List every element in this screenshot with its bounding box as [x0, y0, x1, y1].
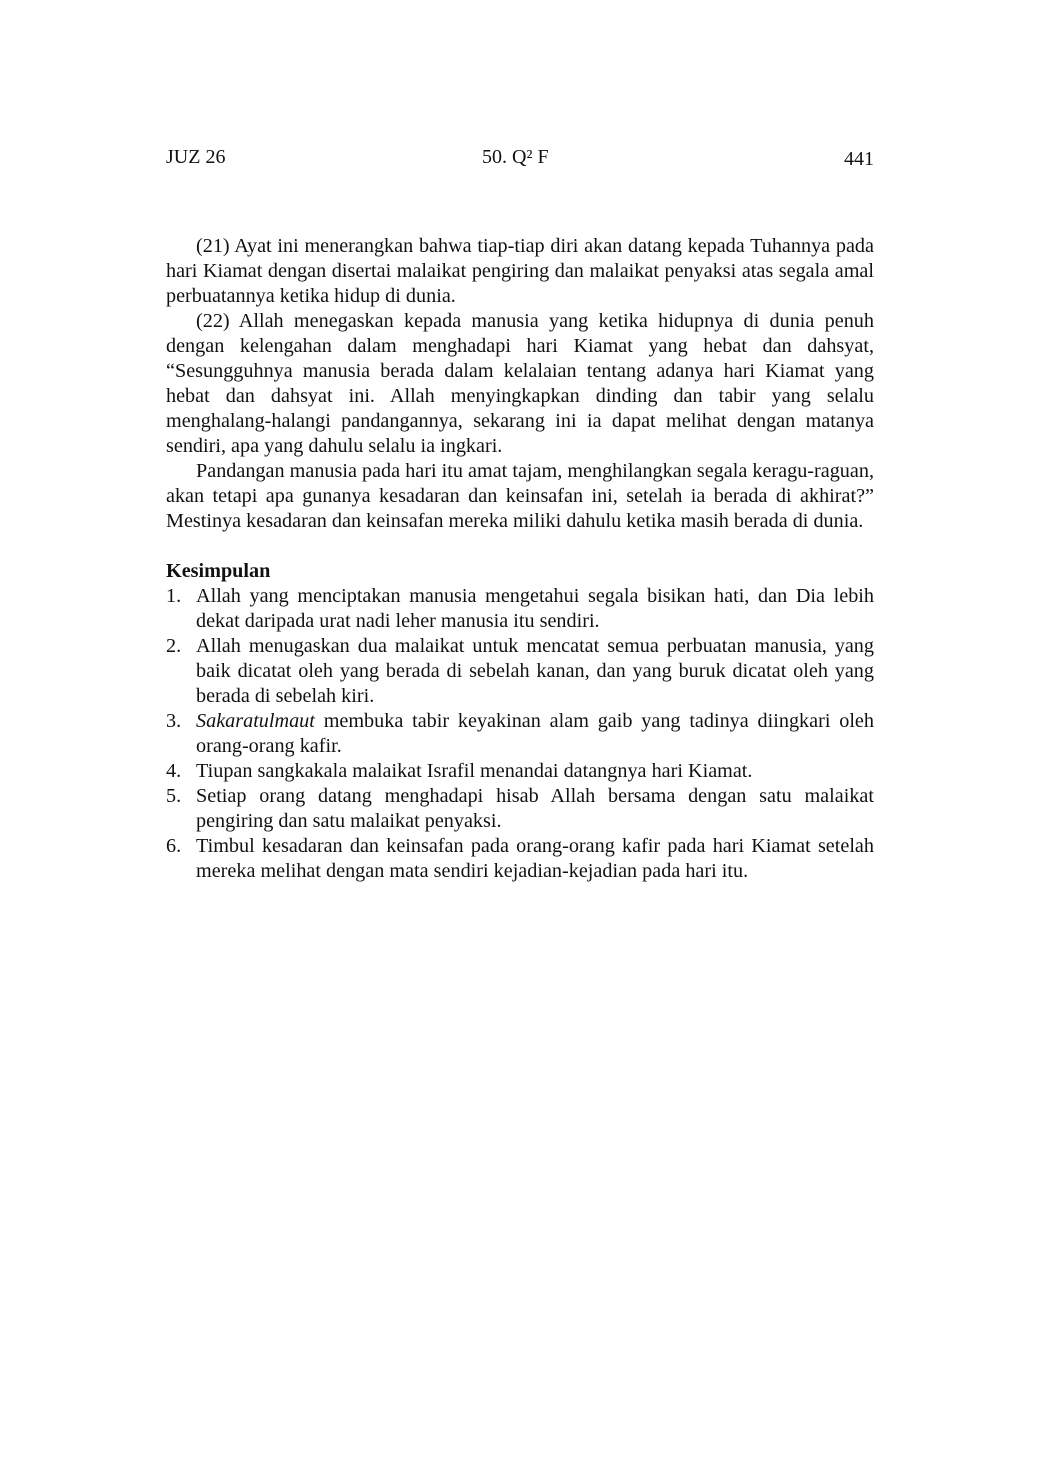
list-item-number: 3. — [166, 710, 182, 732]
list-item — [166, 584, 874, 634]
list-item-number: 1. — [166, 585, 182, 607]
page-number: 441 — [844, 148, 874, 170]
juz-label: JUZ 26 — [166, 146, 226, 168]
list-item-number: 6. — [166, 835, 182, 857]
list-item-text: membuka tabir keyakinan alam gaib yang tadinya diingkari oleh orang-orang kafir. — [196, 710, 874, 757]
page-header — [166, 146, 874, 176]
conclusion-list — [166, 584, 874, 884]
list-item — [166, 709, 874, 759]
list-item-text: Allah menugaskan dua malaikat untuk mencatat semua perbuatan manusia, yang baik dicatat oleh yang berada di sebelah kanan, dan yang buruk dicatat oleh yang berada di sebelah kiri. — [196, 635, 874, 707]
list-item — [166, 834, 874, 884]
list-item — [166, 784, 874, 834]
list-item-text: Timbul kesadaran dan keinsafan pada orang-orang kafir pada hari Kiamat setelah mereka melihat dengan mata sendiri kejadian-kejadian pada hari itu. — [196, 835, 874, 882]
list-item-text: Setiap orang datang menghadapi hisab Allah bersama dengan satu malaikat pengiring dan satu malaikat penyaksi. — [196, 785, 874, 832]
paragraph-verse-21: (21) Ayat ini menerangkan bahwa tiap-tiap diri akan datang kepada Tuhannya pada hari Kiamat dengan disertai malaikat pengiring dan malaikat penyaksi atas segala amal perbuatannya ketika hidup di dunia. — [166, 235, 874, 307]
list-item-text: Tiupan sangkakala malaikat Israfil menandai datangnya hari Kiamat. — [196, 760, 753, 782]
list-item — [166, 634, 874, 709]
surah-title: 50. Q² F — [482, 146, 549, 168]
list-item-text: Allah yang menciptakan manusia mengetahui segala bisikan hati, dan Dia lebih dekat daripada urat nadi leher manusia itu sendiri. — [196, 585, 874, 632]
page-body — [166, 234, 874, 884]
list-item-number: 5. — [166, 785, 182, 807]
list-item-italic-term: Sakaratulmaut — [196, 710, 315, 732]
list-item — [166, 759, 874, 784]
list-item-number: 2. — [166, 635, 182, 657]
paragraph-verse-22: (22) Allah menegaskan kepada manusia yang ketika hidupnya di dunia penuh dengan kelengahan dalam menghadapi hari Kiamat yang hebat dan dahsyat, “Sesungguhnya manusia berada dalam kelalaian tentang adanya hari Kiamat yang hebat dan dahsyat ini. Allah menyingkapkan dinding dan tabir yang selalu menghalang-halangi pandangannya, sekarang ini ia dapat melihat dengan matanya sendiri, apa yang dahulu selalu ia ingkari. — [166, 310, 874, 457]
paragraph-continuation: Pandangan manusia pada hari itu amat tajam, menghilangkan segala keragu-raguan, akan tetapi apa gunanya kesadaran dan keinsafan ini, setelah ia berada di akhirat?” Mestinya kesadaran dan keinsafan mereka miliki dahulu ketika masih berada di dunia. — [166, 460, 874, 532]
section-title-kesimpulan: Kesimpulan — [166, 560, 271, 582]
list-item-number: 4. — [166, 760, 182, 782]
